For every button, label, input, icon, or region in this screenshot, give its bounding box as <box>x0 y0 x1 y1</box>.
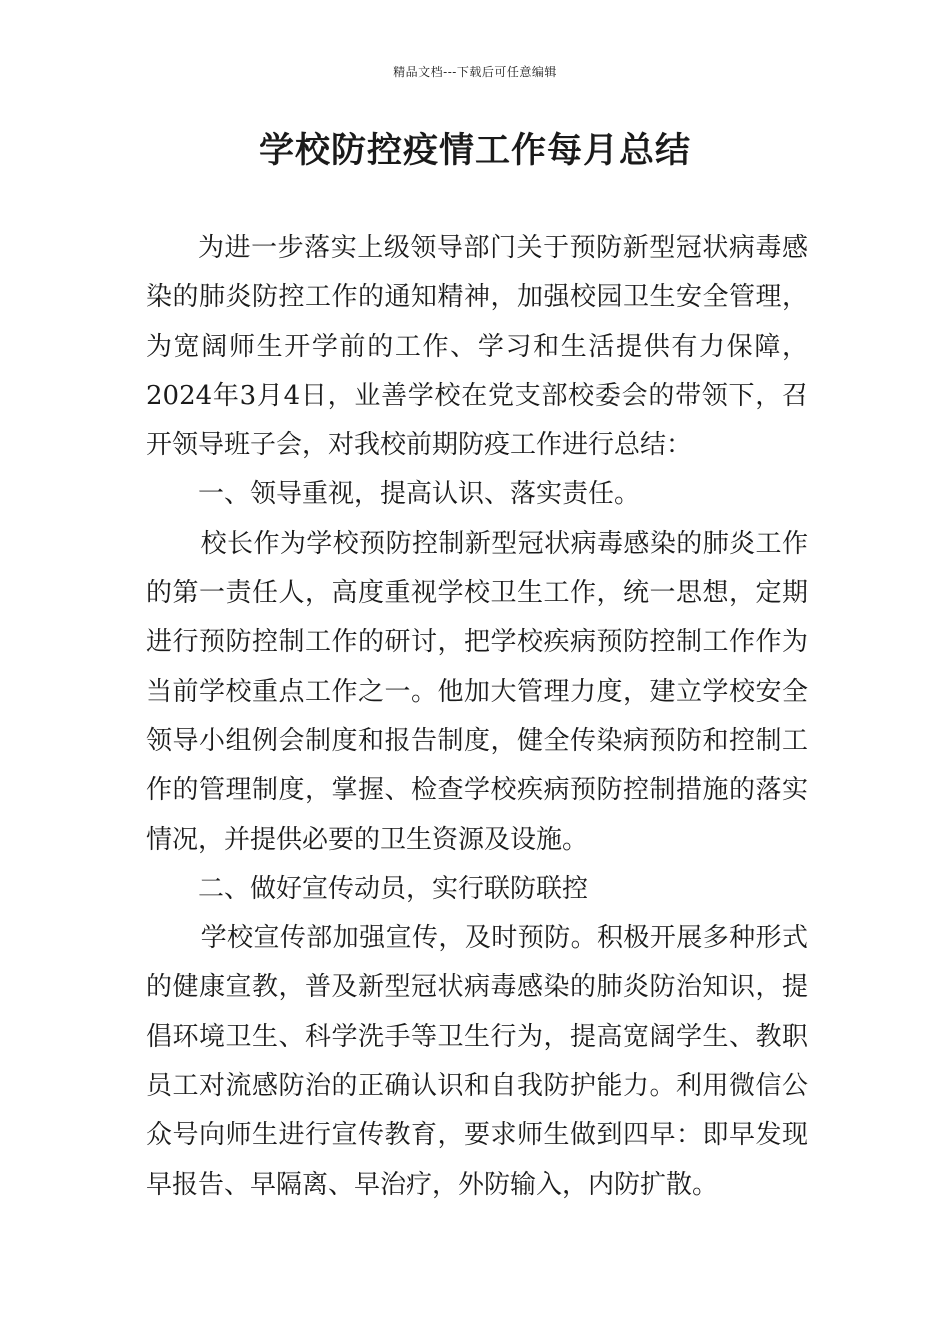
intro-paragraph: 为进一步落实上级领导部门关于预防新型冠状病毒感染的肺炎防控工作的通知精神，加强校园卫生安全管理，为宽阔师生开学前的工作、学习和生活提供有力保障，2024年3月4日，业善学校在党支部校委会的带领下，召开领导班子会，对我校前期防疫工作进行总结： <box>146 233 808 461</box>
document-header-note: 精品文档---下载后可任意编辑 <box>393 65 557 79</box>
document-body <box>146 224 808 1210</box>
section-heading-2: 二、做好宣传动员，实行联防联控 <box>198 873 589 904</box>
section-2-paragraph: 学校宣传部加强宣传，及时预防。积极开展多种形式的健康宣教，普及新型冠状病毒感染的肺炎防治知识，提倡环境卫生、科学洗手等卫生行为，提高宽阔学生、教职员工对流感防治的正确认识和自我防护能力。利用微信公众号向师生进行宣传教育，要求师生做到四早：即早发现早报告、早隔离、早治疗，外防输入，内防扩散。 <box>146 923 808 1200</box>
section-1-paragraph: 校长作为学校预防控制新型冠状病毒感染的肺炎工作的第一责任人，高度重视学校卫生工作，统一思想，定期进行预防控制工作的研讨，把学校疾病预防控制工作作为当前学校重点工作之一。他加大管理力度，建立学校安全领导小组例会制度和报告制度，健全传染病预防和控制工作的管理制度，掌握、检查学校疾病预防控制措施的落实情况，并提供必要的卫生资源及设施。 <box>146 528 808 855</box>
section-heading-1: 一、领导重视，提高认识、落实责任。 <box>198 479 641 510</box>
document-title: 学校防控疫情工作每月总结 <box>258 131 691 171</box>
